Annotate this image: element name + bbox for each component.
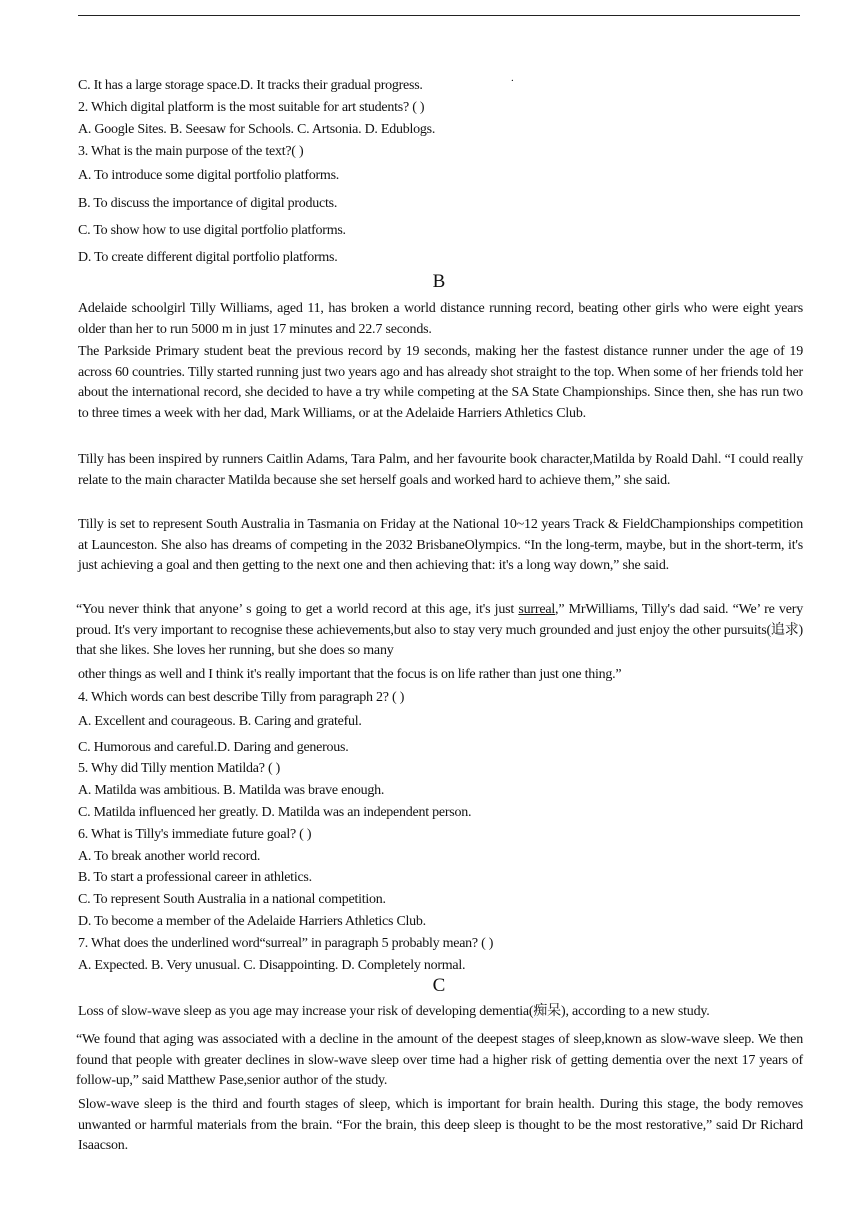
underlined-word-surreal: surreal — [518, 602, 556, 617]
q7-options: A. Expected. B. Very unusual. C. Disappointing. D. Completely normal. — [78, 958, 466, 973]
q2-stem: 2. Which digital platform is the most suitable for art students? ( ) — [78, 100, 425, 115]
q4-options-cd: C. Humorous and careful.D. Daring and generous. — [78, 740, 349, 755]
section-b-heading: B — [432, 271, 446, 292]
q3-option-d: D. To create different digital portfolio platforms. — [78, 250, 338, 265]
q6-option-d: D. To become a member of the Adelaide Harriers Athletics Club. — [78, 914, 426, 929]
q6-option-a: A. To break another world record. — [78, 849, 261, 864]
q3-option-c: C. To show how to use digital portfolio platforms. — [78, 223, 346, 238]
q5-options-ab: A. Matilda was ambitious. B. Matilda was brave enough. — [78, 783, 385, 798]
passage-b-paragraph-5-last-line: other things as well and I think it's really important that the focus is on life rather than just one thing.” — [78, 667, 622, 682]
passage-c-paragraph-2: “We found that aging was associated with a decline in the amount of the deepest stages of sleep,known as slow-wave sleep. We then found that people with greater declines in slow-wave sleep over time had a higher risk of getting dementia over the next 17 years of follow-up,” said Matthew Pase,senior author of the study. — [76, 1032, 803, 1089]
passage-b-paragraph-3: Tilly has been inspired by runners Caitlin Adams, Tara Palm, and her favourite book character,Matilda by Roald Dahl. “I could really relate to the main character Matilda because she set herself goals and worked hard to achieve them,” she said. — [78, 452, 803, 488]
passage-b-paragraph-5 — [76, 600, 803, 662]
passage-c-paragraph-3: Slow-wave sleep is the third and fourth stages of sleep, which is important for brain health. During this stage, the body removes unwanted or harmful materials from the brain. “For the brain, this deep sleep is thought to be the most restorative,” said Dr Richard Isaacson. — [78, 1097, 803, 1154]
q1-options-cd: C. It has a large storage space.D. It tracks their gradual progress. — [78, 78, 423, 93]
q4-options-ab: A. Excellent and courageous. B. Caring and grateful. — [78, 714, 362, 729]
q3-option-b: B. To discuss the importance of digital products. — [78, 196, 338, 211]
q6-stem: 6. What is Tilly's immediate future goal? ( ) — [78, 827, 312, 842]
q7-stem: 7. What does the underlined word“surreal” in paragraph 5 probably mean? ( ) — [78, 936, 494, 951]
passage-c-paragraph-1: Loss of slow-wave sleep as you age may increase your risk of developing dementia(痴呆), according to a new study. — [78, 1004, 710, 1019]
passage-b-paragraph-4: Tilly is set to represent South Australia in Tasmania on Friday at the National 10~12 years Track & FieldChampionships competition at Launceston. She also has dreams of competing in the 2032 BrisbaneOlympics. “In the long-term, maybe, but in the short-term, it's just achieving a goal and then getting to the next one and then achieving that: it's a long way down,” she said. — [78, 517, 803, 574]
passage-b-paragraph-1: Adelaide schoolgirl Tilly Williams, aged 11, has broken a world distance running record, beating other girls who were eight years older than her to run 5000 m in just 17 minutes and 22.7 seconds. — [78, 301, 803, 337]
q3-stem: 3. What is the main purpose of the text?( ) — [78, 144, 304, 159]
q3-option-a: A. To introduce some digital portfolio platforms. — [78, 168, 340, 183]
passage-b-paragraph-2: The Parkside Primary student beat the previous record by 19 seconds, making her the fastest distance runner under the age of 19 across 60 countries. Tilly started running just two years ago and has already shot straight to the top. When some of her friends told her about the international record, she decided to have a try while competing at the SA State Championships. Since then, she has run two to three times a week with her dad, Mark Williams, or at the Adelaide Harriers Athletics Club. — [78, 344, 803, 422]
q6-option-b: B. To start a professional career in athletics. — [78, 870, 312, 885]
q4-stem: 4. Which words can best describe Tilly from paragraph 2? ( ) — [78, 690, 405, 705]
q2-options: A. Google Sites. B. Seesaw for Schools. C. Artsonia. D. Edublogs. — [78, 122, 436, 137]
q5-options-cd: C. Matilda influenced her greatly. D. Matilda was an independent person. — [78, 805, 472, 820]
header-rule — [78, 15, 800, 16]
q5-stem: 5. Why did Tilly mention Matilda? ( ) — [78, 761, 281, 776]
paragraph-5-text-before: “You never think that anyone’ s going to get a world record at this age, it's just — [76, 602, 519, 617]
stray-dot: . — [511, 72, 514, 84]
paragraph-5-text-after: ,” MrWilliams, Tilly's dad said. “We’ re very proud. It's very important to recognise these achievements,but also to stay very much grounded and just enjoy the other pursuits(追求) that she likes. She loves her running, but she does so many — [76, 602, 803, 659]
q6-option-c: C. To represent South Australia in a national competition. — [78, 892, 386, 907]
section-c-heading: C — [432, 975, 446, 996]
